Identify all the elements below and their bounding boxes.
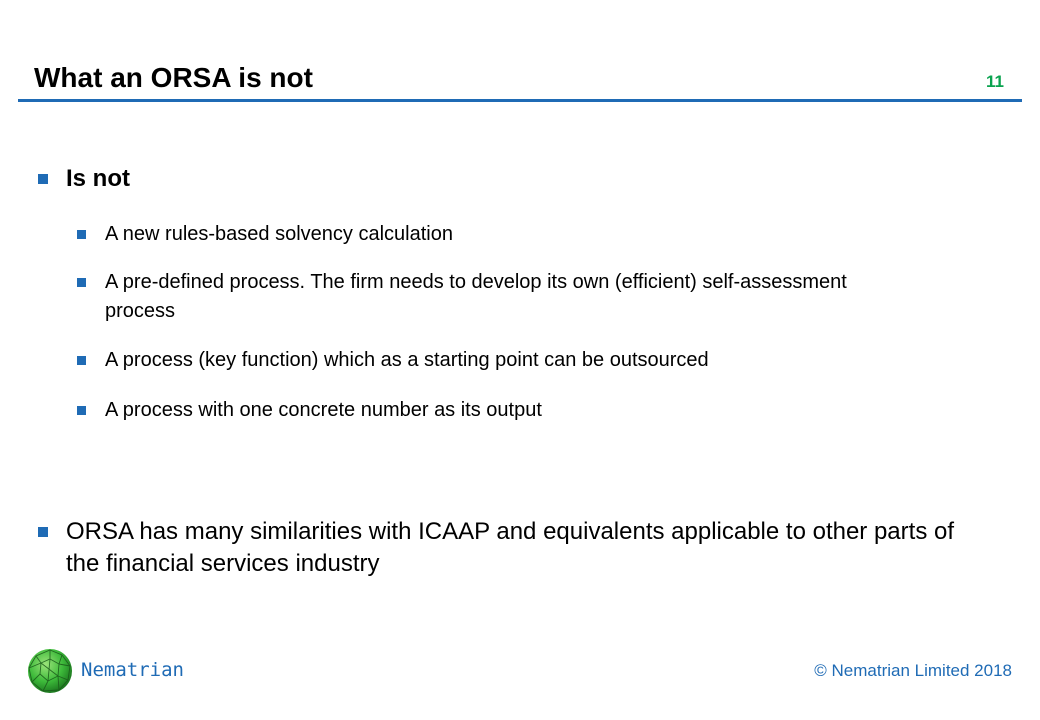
bullet-square-icon (77, 356, 86, 365)
footer-brand: Nematrian (81, 659, 184, 681)
bullet-square-icon (77, 230, 86, 239)
bullet-square-icon (77, 406, 86, 415)
sub-bullet-item (77, 268, 905, 326)
closing-bullet-list (38, 516, 978, 580)
bullet-heading: Is not (66, 165, 130, 192)
bullet-square-icon (38, 527, 48, 537)
bullet-square-icon (38, 174, 48, 184)
page-number: 11 (986, 72, 1004, 91)
sub-bullet-item (77, 396, 905, 425)
sub-bullet-text: A process (key function) which as a starting point can be outsourced (105, 349, 709, 371)
bullet-is-not (38, 163, 998, 195)
bullet-square-icon (77, 278, 86, 287)
closing-point-text: ORSA has many similarities with ICAAP and equivalents applicable to other parts of the financial services industry (66, 518, 954, 577)
slide-title: What an ORSA is not (34, 62, 313, 93)
sub-bullet-text: A process with one concrete number as its output (105, 399, 542, 421)
green-polyhedron-icon (26, 647, 74, 695)
bullet-closing-point (38, 516, 978, 580)
main-bullet-list (38, 163, 998, 195)
sub-bullet-item (77, 346, 905, 375)
sub-bullet-text: A new rules-based solvency calculation (105, 223, 453, 245)
footer-copyright: © Nematrian Limited 2018 (814, 661, 1012, 680)
sub-bullet-item (77, 220, 905, 249)
title-divider (18, 99, 1022, 102)
sub-bullet-text: A pre-defined process. The firm needs to develop its own (efficient) self-assessment process (105, 271, 847, 322)
